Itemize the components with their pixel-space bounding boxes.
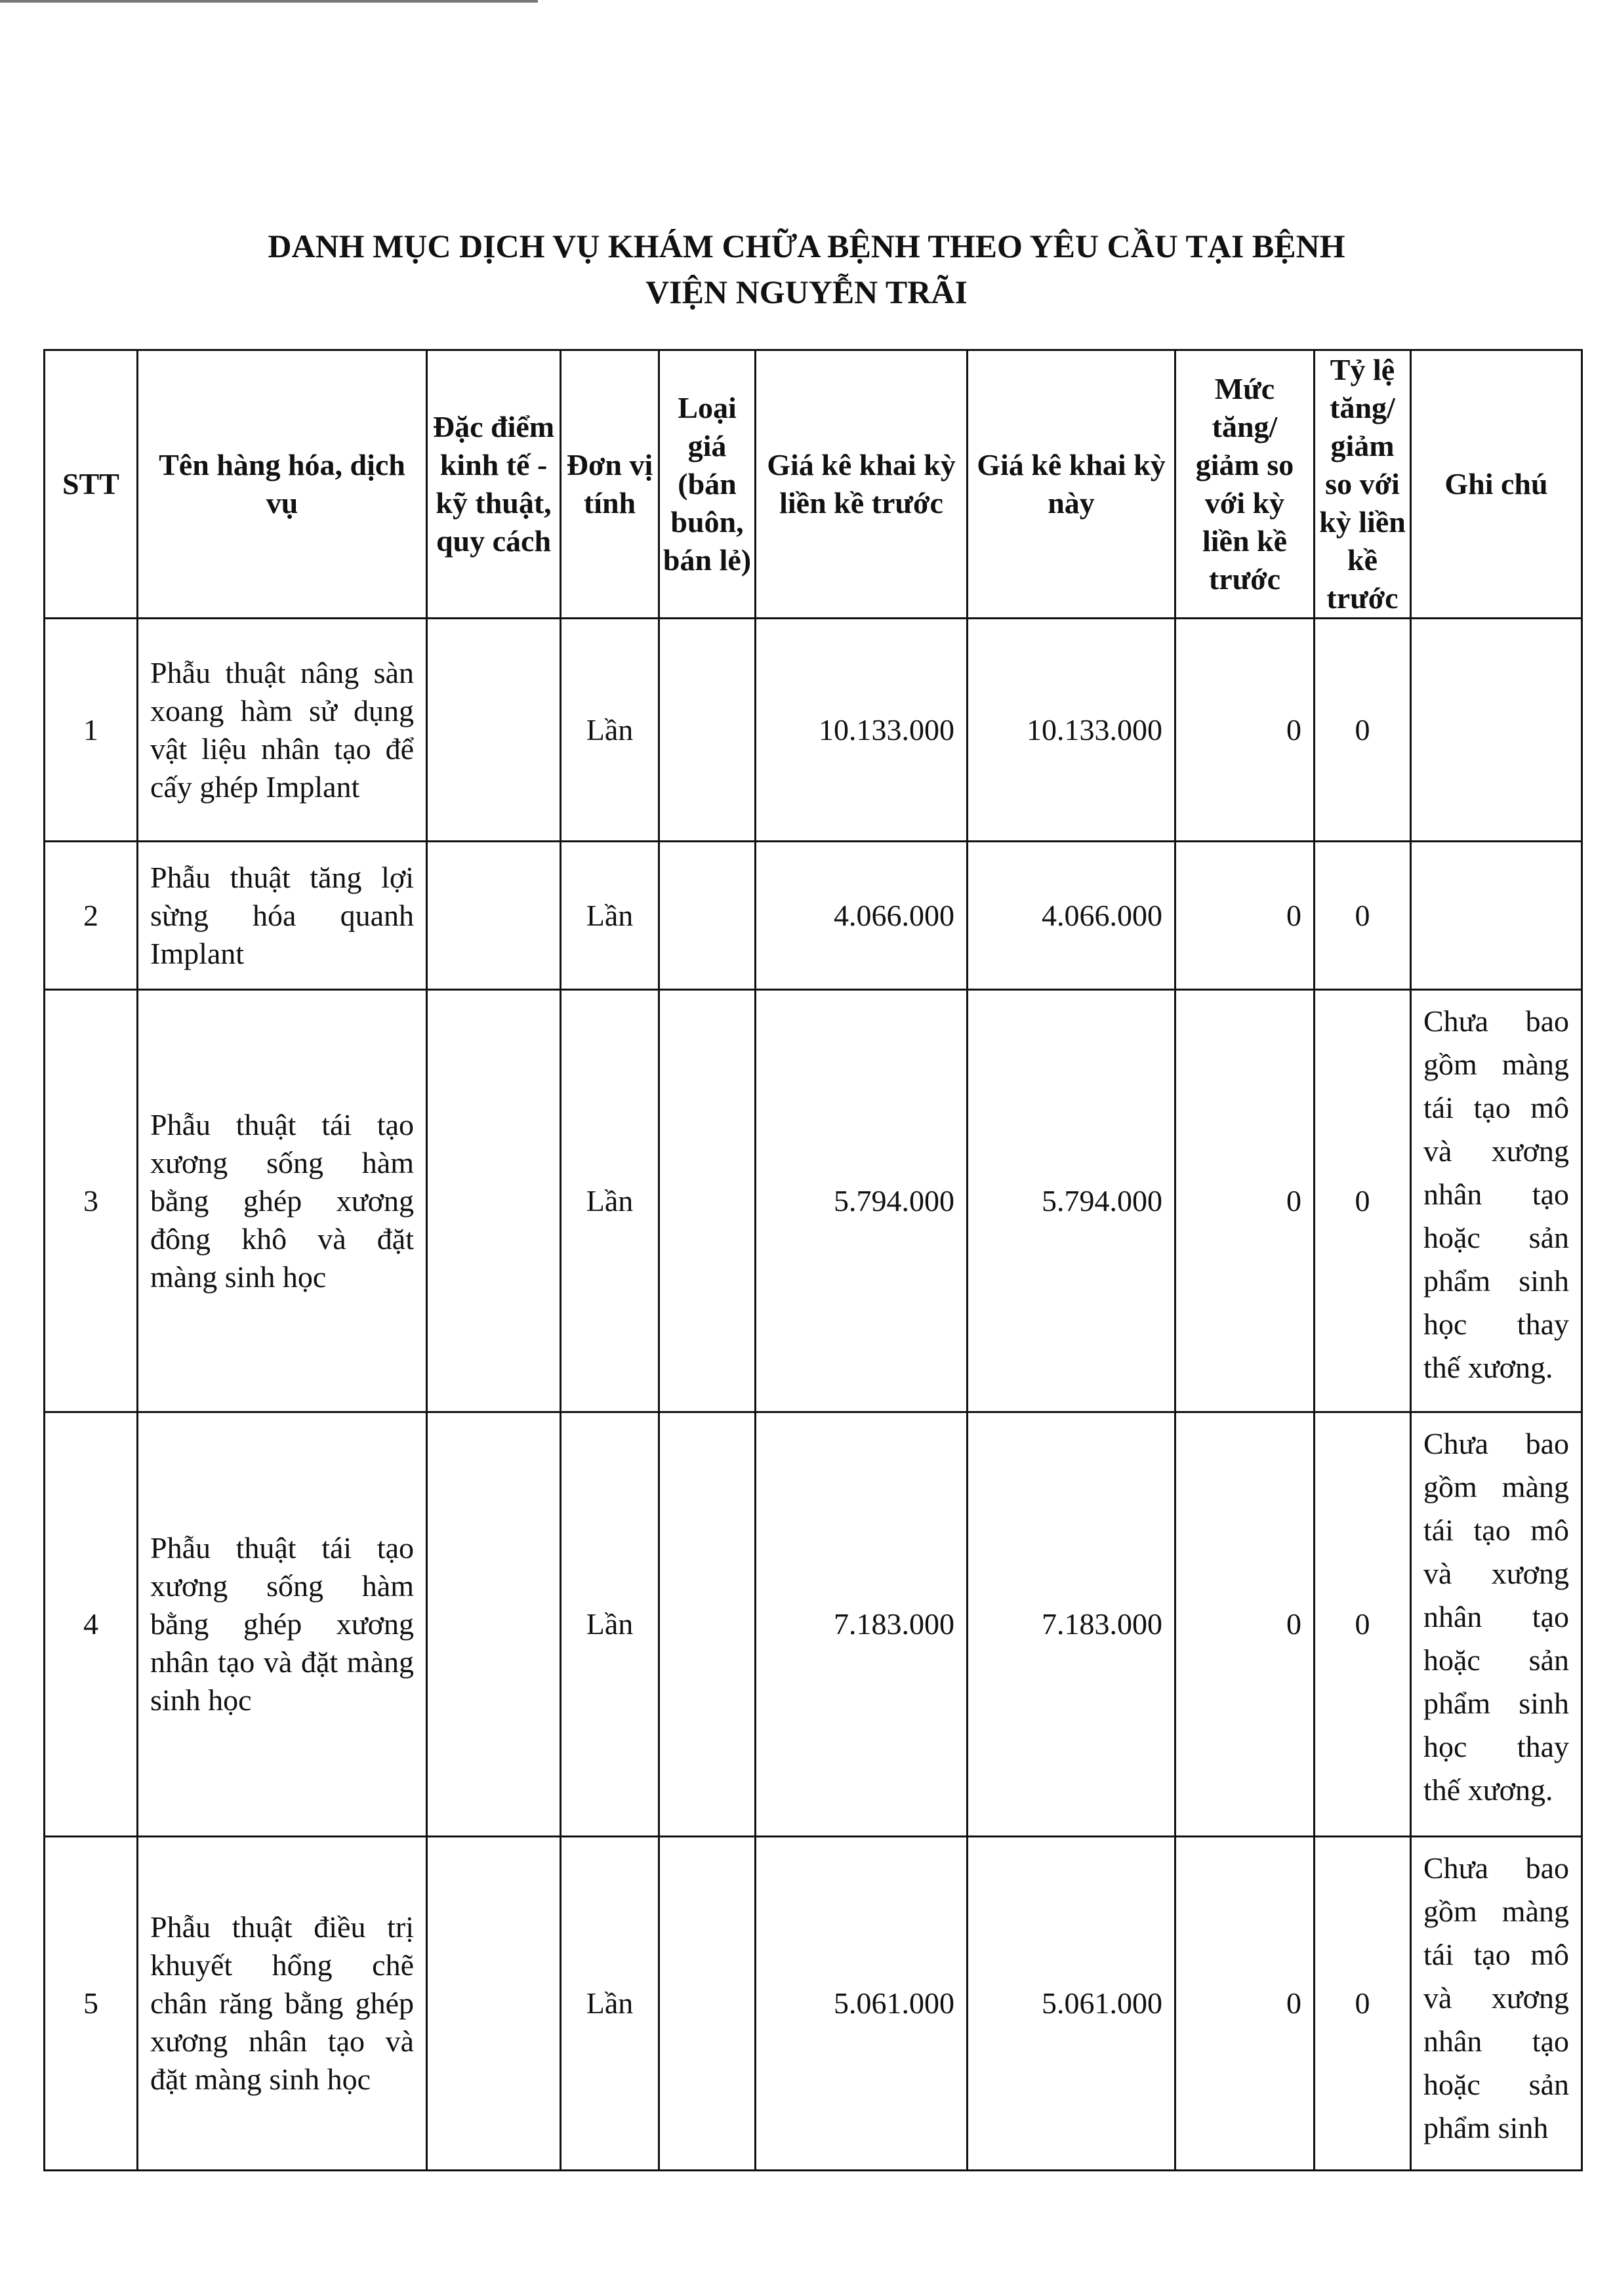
- header-spec: Đặc điểm kinh tế - kỹ thuật, quy cách: [427, 350, 561, 619]
- title-line-2: VIỆN NGUYỄN TRÃI: [645, 274, 968, 310]
- document-title: [0, 223, 1613, 315]
- cell-price-type: [659, 619, 756, 842]
- cell-cur-price: 7.183.000: [968, 1412, 1175, 1837]
- cell-prev-price: 5.061.000: [756, 1837, 968, 2171]
- header-cur-price: Giá kê khai kỳ này: [968, 350, 1175, 619]
- cell-price-type: [659, 842, 756, 990]
- header-unit: Đơn vị tính: [561, 350, 659, 619]
- cell-change-rate: 0: [1315, 1837, 1411, 2171]
- cell-unit: Lần: [561, 1837, 659, 2171]
- cell-change: 0: [1175, 1412, 1315, 1837]
- price-table: [43, 349, 1583, 2171]
- cell-note: [1411, 619, 1582, 842]
- cell-change-rate: 0: [1315, 1412, 1411, 1837]
- cell-unit: Lần: [561, 619, 659, 842]
- cell-note: Chưa bao gồm màng tái tạo mô và xương nhân tạo hoặc sản phẩm sinh học thay thế xương.: [1411, 1412, 1582, 1837]
- cell-change: 0: [1175, 619, 1315, 842]
- cell-price-type: [659, 1837, 756, 2171]
- cell-change-rate: 0: [1315, 842, 1411, 990]
- cell-cur-price: 5.794.000: [968, 990, 1175, 1412]
- cell-note: [1411, 1837, 1582, 2171]
- header-name: Tên hàng hóa, dịch vụ: [138, 350, 427, 619]
- cell-cur-price: 5.061.000: [968, 1837, 1175, 2171]
- cell-name: Phẫu thuật tái tạo xương sống hàm bằng ghép xương đông khô và đặt màng sinh học: [138, 990, 427, 1412]
- cell-unit: Lần: [561, 842, 659, 990]
- cell-price-type: [659, 990, 756, 1412]
- table-row: [45, 990, 1582, 1412]
- cell-name: Phẫu thuật điều trị khuyết hổng chẽ chân răng bằng ghép xương nhân tạo và đặt màng sinh học: [138, 1837, 427, 2171]
- header-change: Mức tăng/ giảm so với kỳ liền kề trước: [1175, 350, 1315, 619]
- cell-stt: 5: [45, 1837, 138, 2171]
- cell-note: Chưa bao gồm màng tái tạo mô và xương nhân tạo hoặc sản phẩm sinh học thay thế xương.: [1411, 990, 1582, 1412]
- cell-spec: [427, 1412, 561, 1837]
- header-price-type: Loại giá (bán buôn, bán lẻ): [659, 350, 756, 619]
- table-row: [45, 1412, 1582, 1837]
- cell-stt: 1: [45, 619, 138, 842]
- table-header-row: [45, 350, 1582, 619]
- cell-name: Phẫu thuật tăng lợi sừng hóa quanh Implant: [138, 842, 427, 990]
- cell-change-rate: 0: [1315, 619, 1411, 842]
- note-text: Chưa bao gồm màng tái tạo mô và xương nhân tạo hoặc sản phẩm sinh: [1423, 1851, 1569, 2144]
- title-line-1: DANH MỤC DỊCH VỤ KHÁM CHỮA BỆNH THEO YÊU CẦU TẠI BỆNH: [268, 228, 1345, 264]
- cell-cur-price: 10.133.000: [968, 619, 1175, 842]
- cell-change-rate: 0: [1315, 990, 1411, 1412]
- table-row: [45, 1837, 1582, 2171]
- cell-change: 0: [1175, 1837, 1315, 2171]
- scan-artifact-line: [0, 0, 538, 3]
- cell-spec: [427, 842, 561, 990]
- cell-prev-price: 7.183.000: [756, 1412, 968, 1837]
- cell-change: 0: [1175, 990, 1315, 1412]
- cell-name: Phẫu thuật nâng sàn xoang hàm sử dụng vật liệu nhân tạo để cấy ghép Implant: [138, 619, 427, 842]
- cell-change: 0: [1175, 842, 1315, 990]
- cell-prev-price: 4.066.000: [756, 842, 968, 990]
- cell-spec: [427, 1837, 561, 2171]
- cell-stt: 3: [45, 990, 138, 1412]
- header-change-rate: Tỷ lệ tăng/ giảm so với kỳ liền kề trước: [1315, 350, 1411, 619]
- header-prev-price: Giá kê khai kỳ liền kề trước: [756, 350, 968, 619]
- cell-stt: 4: [45, 1412, 138, 1837]
- cell-price-type: [659, 1412, 756, 1837]
- cell-name: Phẫu thuật tái tạo xương sống hàm bằng ghép xương nhân tạo và đặt màng sinh học: [138, 1412, 427, 1837]
- cell-note: [1411, 842, 1582, 990]
- cell-unit: Lần: [561, 990, 659, 1412]
- table-row: [45, 619, 1582, 842]
- cell-prev-price: 10.133.000: [756, 619, 968, 842]
- cell-spec: [427, 990, 561, 1412]
- cell-prev-price: 5.794.000: [756, 990, 968, 1412]
- cell-stt: 2: [45, 842, 138, 990]
- cell-spec: [427, 619, 561, 842]
- header-stt: STT: [45, 350, 138, 619]
- cell-cur-price: 4.066.000: [968, 842, 1175, 990]
- table-row: [45, 842, 1582, 990]
- header-note: Ghi chú: [1411, 350, 1582, 619]
- cell-unit: Lần: [561, 1412, 659, 1837]
